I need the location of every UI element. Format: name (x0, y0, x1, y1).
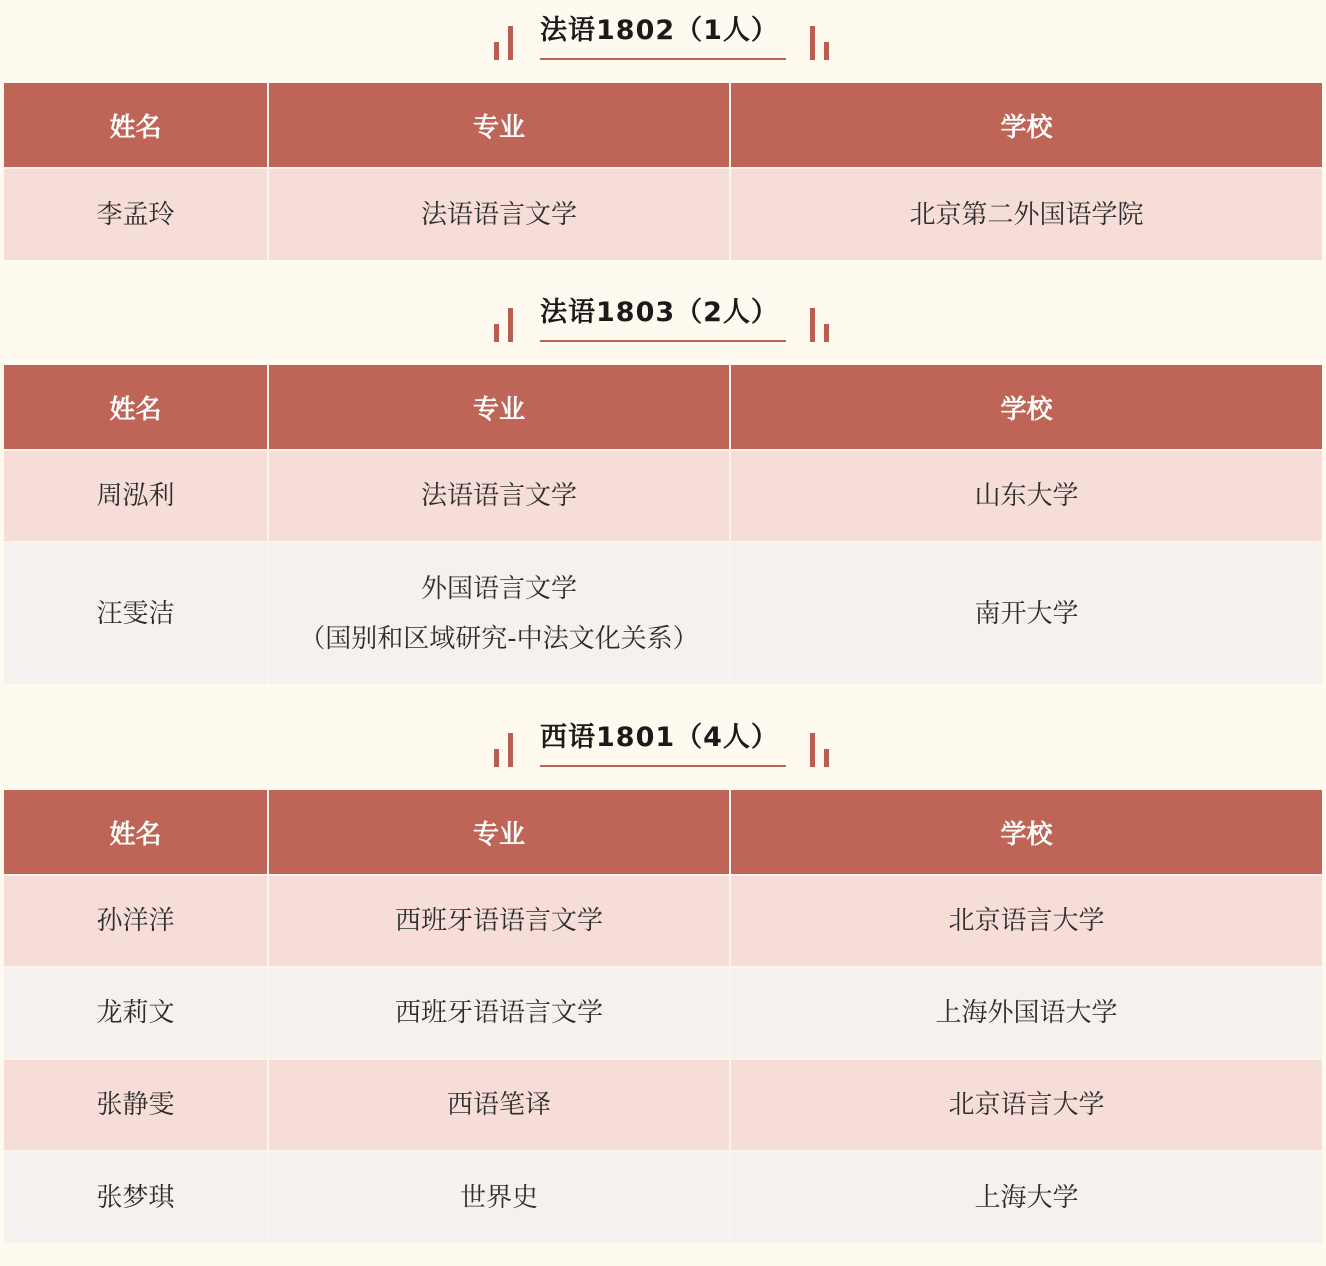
bar-decoration-left (494, 707, 524, 767)
major-line: 法语语言文学 (420, 481, 577, 511)
cell-school: 山东大学 (730, 450, 1322, 542)
table-row (4, 967, 1322, 1059)
cell-major (268, 542, 730, 684)
cell-name: 张静雯 (4, 1059, 268, 1151)
cell-school: 南开大学 (730, 542, 1322, 684)
cell-major (268, 1151, 730, 1243)
cell-major (268, 450, 730, 542)
table-header-row (4, 365, 1322, 450)
cell-name: 龙莉文 (4, 967, 268, 1059)
major-line: （国别和区域研究-中法文化关系） (299, 623, 699, 654)
title-underline (540, 58, 786, 60)
cell-school: 北京语言大学 (730, 1059, 1322, 1151)
cell-name: 汪雯洁 (4, 542, 268, 684)
cell-major (268, 967, 730, 1059)
bar-decoration-right (810, 0, 840, 60)
major-line: 西班牙语语言文学 (394, 906, 603, 936)
section-title-text: 西语1801（4人） (540, 722, 779, 753)
header-name: 姓名 (4, 83, 268, 168)
cell-name: 孙洋洋 (4, 875, 268, 967)
section-title-text: 法语1802（1人） (540, 15, 779, 46)
header-school: 学校 (730, 790, 1322, 875)
table-row (4, 450, 1322, 542)
header-major: 专业 (268, 365, 730, 450)
bar-decoration-right (810, 282, 840, 342)
table-row (4, 542, 1322, 684)
admission-table-french-1802 (4, 83, 1322, 260)
bar-decoration-left (494, 282, 524, 342)
admission-table-french-1803 (4, 365, 1322, 684)
cell-school: 上海大学 (730, 1151, 1322, 1243)
bar-decoration-right (810, 707, 840, 767)
cell-major (268, 1059, 730, 1151)
major-line: 世界史 (459, 1182, 538, 1213)
header-name: 姓名 (4, 790, 268, 875)
section-title-text: 法语1803（2人） (540, 297, 779, 328)
table-header-row (4, 83, 1322, 168)
title-underline (540, 765, 786, 767)
section-title-french-1803 (0, 282, 1326, 342)
major-line: 外国语言文学 (420, 573, 577, 604)
admission-table-spanish-1801 (4, 790, 1322, 1243)
cell-school: 北京语言大学 (730, 875, 1322, 967)
cell-school: 北京第二外国语学院 (730, 168, 1322, 260)
table-row (4, 875, 1322, 967)
cell-name: 周泓利 (4, 450, 268, 542)
section-title-french-1802 (0, 0, 1326, 60)
header-school: 学校 (730, 365, 1322, 450)
section-title-spanish-1801 (0, 707, 1326, 767)
major-line: 西语笔译 (446, 1090, 551, 1120)
cell-name: 李孟玲 (4, 168, 268, 260)
title-underline (540, 340, 786, 342)
header-school: 学校 (730, 83, 1322, 168)
major-line: 法语语言文学 (420, 199, 577, 230)
cell-school: 上海外国语大学 (730, 967, 1322, 1059)
major-line: 西班牙语语言文学 (394, 998, 603, 1028)
bar-decoration-left (494, 0, 524, 60)
table-row (4, 168, 1322, 260)
header-name: 姓名 (4, 365, 268, 450)
table-row (4, 1151, 1322, 1243)
cell-name: 张梦琪 (4, 1151, 268, 1243)
header-major: 专业 (268, 83, 730, 168)
cell-major (268, 168, 730, 260)
header-major: 专业 (268, 790, 730, 875)
table-row (4, 1059, 1322, 1151)
table-header-row (4, 790, 1322, 875)
cell-major (268, 875, 730, 967)
